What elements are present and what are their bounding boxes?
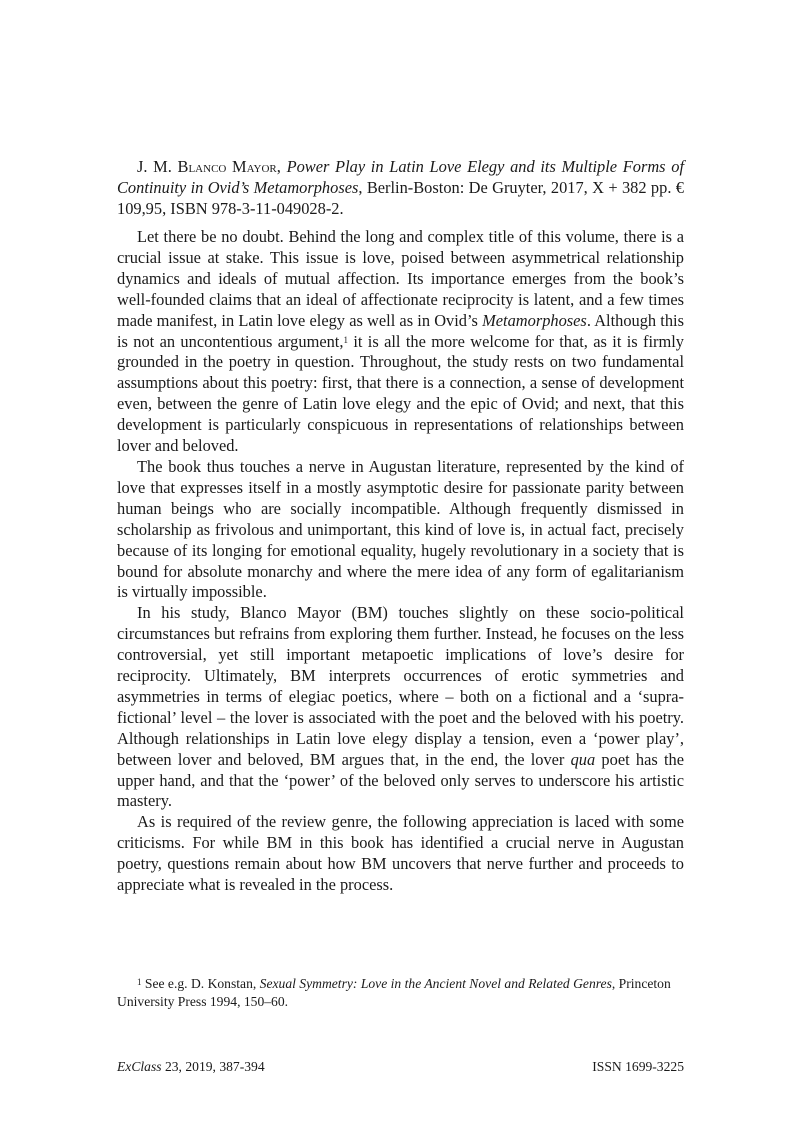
volume-pages: 23, 2019, 387-394	[161, 1059, 265, 1074]
journal-name: ExClass	[117, 1059, 162, 1074]
footnote	[117, 975, 684, 1011]
text: Let there be no doubt. Behind the long and complex title of this volume, there is a crucial issue at stake. This issue is love, poised between asymmetrical relationship dynamics and ideals of mutual affection. Its importance emerges from the book’s well-founded claims that an ideal of affectionate reciprocity is latent, and a few times made manifest, in Latin love elegy as well as in Ovid’s	[117, 227, 684, 330]
text: poet has the upper hand, and that the ‘power’ of the beloved only serves to underscore his artistic mastery.	[117, 749, 684, 811]
issn: ISSN 1699-3225	[592, 1059, 684, 1074]
paragraph-1	[117, 227, 684, 457]
text: See e.g. D. Konstan,	[141, 976, 260, 991]
cited-title: Sexual Symmetry: Love in the Ancient Novel and Related Genres	[259, 976, 612, 991]
author-initials: J. M.	[137, 157, 178, 176]
text: , Princeton University Press 1994, 150–60.	[117, 976, 671, 1009]
footnote-ref[interactable]: 1	[343, 334, 348, 345]
text: it is all the more welcome for that, as it is firmly grounded in the poetry in question. Throughout, the study rests on two fundamental assumptions about this poetry: first, that there is a connection, a sense of development even, between the genre of Latin love elegy and the epic of Ovid; and next, that this development is particularly conspicuous in representations of relationships between lover and beloved.	[117, 331, 684, 456]
author-surname: Blanco Mayor	[177, 157, 277, 176]
journal-citation	[117, 1059, 265, 1075]
italic-title: Metamorphoses	[482, 310, 587, 330]
separator: ,	[276, 157, 287, 176]
paragraph-4: As is required of the review genre, the following appreciation is laced with some criticisms. For while BM in this book has identified a crucial nerve in Augustan poetry, questions remain about how BM uncovers that nerve further and proceeds to appreciate what is revealed in the process.	[117, 812, 684, 895]
paragraph-2: The book thus touches a nerve in Augustan literature, represented by the kind of love that expresses itself in a mostly asymptotic desire for passionate parity between human beings who are socially incompatible. Although frequently dismissed in scholarship as frivolous and unimportant, this kind of love is, in actual fact, precisely because of its longing for emotional equality, hugely revolutionary in a society that is bound for absolute monarchy and where the mere idea of any form of egalitarianism is virtually impossible.	[117, 456, 684, 602]
bibliographic-reference	[117, 157, 684, 220]
text: In his study, Blanco Mayor (BM) touches slightly on these socio-political circumstances but refrains from exploring them further. Instead, he focuses on the less controversial, yet still important metapoetic implications of love’s desire for reciprocity. Ultimately, BM interprets occurrences of erotic symmetries and asymmetries in terms of elegiac poetics, where – both on a fictional and a ‘supra-fictional’ level – the lover is associated with the poet and the beloved with his poetry. Although relationships in Latin love elegy display a tension, even a ‘power play’, between lover and beloved, BM argues that, in the end, the lover	[117, 603, 684, 769]
book-title: Power Play in Latin Love Elegy and its Multiple Forms of Continuity in Ovid’s Metamorphoses	[117, 157, 685, 197]
publication-details: , Berlin-Boston: De Gruyter, 2017, X + 382 pp. € 109,95, ISBN 978-3-11-049028-2.	[117, 177, 684, 218]
text: . Although this is not an uncontentious argument,	[117, 310, 684, 351]
page-footer	[117, 1059, 684, 1075]
review-body	[117, 227, 684, 896]
paragraph-3	[117, 603, 684, 812]
footnote-number: 1	[137, 977, 142, 987]
italic-term: qua	[570, 749, 596, 769]
